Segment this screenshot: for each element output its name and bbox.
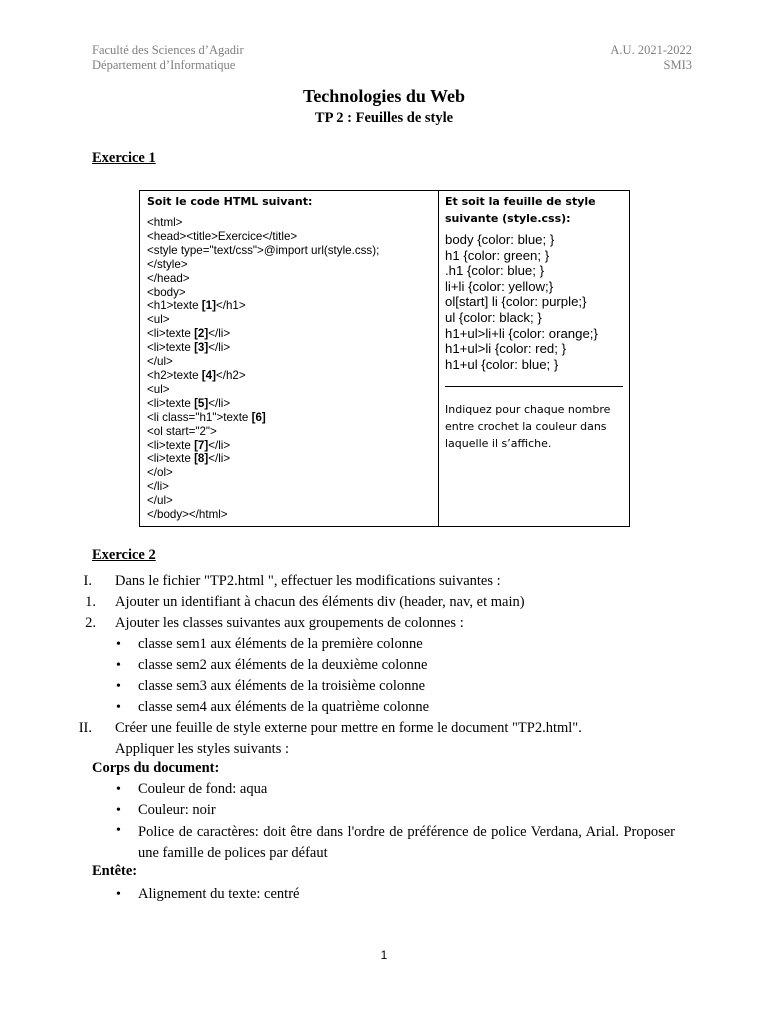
exercise2-heading: Exercice 2 [92, 547, 156, 563]
code-line [147, 411, 431, 425]
code-text: <style type="text/css">@import url(style.css); [147, 243, 380, 257]
code-text: <li>texte [147, 438, 195, 452]
css-line: ul {color: black; } [445, 309, 542, 325]
number-marker: 2. [85, 615, 96, 631]
code-text: </style> [147, 257, 188, 271]
code-text: </li> [208, 452, 231, 466]
code-text: </ul> [147, 355, 173, 369]
bullet-text: classe sem3 aux éléments de la troisième colonne [138, 678, 426, 694]
bullet-icon: • [116, 679, 121, 694]
exercise1-heading: Exercice 1 [92, 150, 156, 166]
instruction-line: Indiquez pour chaque nombre [445, 403, 611, 417]
number-marker: 1. [85, 594, 96, 610]
bracket-number: [1] [201, 299, 216, 313]
exercise2-body [0, 571, 768, 760]
code-line [147, 494, 431, 508]
code-line [147, 369, 431, 383]
css-code-cell [439, 191, 630, 527]
numbered-item-text: Ajouter les classes suivantes aux groupements de colonnes : [115, 615, 464, 631]
code-line [147, 272, 431, 286]
separator-line [445, 386, 623, 387]
roman-marker: II. [78, 720, 92, 736]
roman-marker: I. [83, 573, 92, 589]
document-subtitle: TP 2 : Feuilles de style [314, 110, 454, 126]
bullet-item [0, 655, 768, 676]
code-text: </li> [208, 341, 231, 355]
code-text: <h2>texte [147, 368, 202, 382]
code-text: <ul> [147, 382, 170, 396]
bullet-text: classe sem1 aux éléments de la première colonne [138, 636, 423, 652]
css-code-block [445, 232, 623, 372]
code-text: <body> [147, 285, 186, 299]
header-section-list [0, 884, 768, 905]
code-text: <ol start="2"> [147, 424, 217, 438]
code-line [147, 341, 431, 355]
code-text: </h1> [215, 299, 246, 313]
css-line: h1+ul>li {color: red; } [445, 341, 566, 357]
css-line: .h1 {color: blue; } [445, 263, 544, 279]
bullet-text: Couleur: noir [138, 802, 216, 818]
faculty-name: Faculté des Sciences d’Agadir [92, 43, 244, 57]
academic-year: A.U. 2021-2022 [610, 43, 692, 57]
code-text: </li> [147, 480, 169, 494]
bracket-number: [2] [194, 327, 209, 341]
code-text: <html> [147, 216, 183, 229]
css-heading-line: Et soit la feuille de style [445, 195, 596, 208]
bracket-number: [7] [194, 438, 209, 452]
code-text: </body></html> [147, 508, 228, 522]
code-text: <li>texte [147, 327, 195, 341]
code-line [147, 439, 431, 453]
bullet-icon: • [116, 700, 121, 715]
code-text: </li> [208, 396, 231, 410]
css-line: ol[start] li {color: purple;} [445, 294, 587, 310]
page-number: 1 [380, 948, 388, 962]
part2-line [0, 739, 768, 760]
bullet-item [0, 884, 768, 905]
css-line: h1+ul {color: blue; } [445, 356, 559, 372]
bullet-item [0, 779, 768, 800]
bullet-icon: • [116, 887, 121, 902]
bracket-number: [6] [251, 410, 266, 424]
code-text: <li>texte [147, 396, 195, 410]
header-left [92, 43, 244, 73]
body-section-list [0, 779, 768, 821]
instruction-line: laquelle il s’affiche. [445, 437, 552, 451]
document-title: Technologies du Web [302, 86, 466, 106]
bullet-icon: • [116, 637, 121, 652]
code-line [147, 508, 431, 522]
exercise1-table [139, 190, 630, 527]
part2-text: Appliquer les styles suivants : [115, 741, 289, 757]
code-text: <h1>texte [147, 299, 202, 313]
code-text: <ul> [147, 313, 170, 327]
bullet-item [0, 634, 768, 655]
code-text: </ul> [147, 494, 173, 508]
css-line: h1+ul>li+li {color: orange;} [445, 325, 598, 341]
part1-line [0, 571, 768, 592]
html-code-cell [140, 191, 439, 527]
department-name: Département d’Informatique [92, 58, 236, 72]
code-line [147, 480, 431, 494]
code-line [147, 258, 431, 272]
bracket-number: [8] [194, 452, 209, 466]
code-text: <li class="h1">texte [147, 410, 252, 424]
bracket-number: [4] [201, 368, 216, 382]
html-cell-heading: Soit le code HTML suivant: [147, 195, 313, 208]
code-text: <li>texte [147, 452, 195, 466]
code-text: </li> [208, 327, 231, 341]
bullet-text: classe sem2 aux éléments de la deuxième colonne [138, 657, 428, 673]
code-text: <li>texte [147, 341, 195, 355]
code-text: </ol> [147, 466, 173, 480]
html-code-block [147, 216, 431, 522]
css-cell-heading [445, 193, 623, 227]
code-line [147, 355, 431, 369]
code-text: </h2> [215, 368, 246, 382]
instruction-line: entre crochet la couleur dans [445, 420, 607, 434]
code-line [147, 383, 431, 397]
part2-line [0, 718, 768, 739]
code-line [147, 230, 431, 244]
code-text: <head><title>Exercice</title> [147, 229, 298, 243]
code-line [147, 216, 431, 230]
numbered-item [0, 592, 768, 613]
code-line [147, 452, 431, 466]
bullet-icon: • [116, 782, 121, 797]
header-section-heading: Entête: [92, 863, 138, 879]
code-line [147, 466, 431, 480]
code-text: </li> [208, 438, 231, 452]
header-right [610, 43, 692, 73]
code-line [147, 397, 431, 411]
css-line: li+li {color: yellow;} [445, 278, 554, 294]
bullet-text: Alignement du texte: centré [138, 886, 300, 902]
code-line [147, 313, 431, 327]
class-code: SMI3 [663, 58, 692, 72]
bullet-item [0, 697, 768, 718]
code-line [147, 286, 431, 300]
bullet-text: classe sem4 aux éléments de la quatrième colonne [138, 699, 430, 715]
code-line [147, 425, 431, 439]
bracket-number: [5] [194, 396, 209, 410]
bullet-icon: • [116, 658, 121, 673]
code-text: </head> [147, 271, 190, 285]
code-line [147, 244, 431, 258]
bullet-item [0, 676, 768, 697]
bullet-text: Couleur de fond: aqua [138, 781, 268, 797]
bullet-icon: • [116, 803, 121, 818]
bullet-icon: • [116, 823, 121, 838]
code-line [147, 327, 431, 341]
css-line: body {color: blue; } [445, 232, 555, 247]
numbered-item [0, 613, 768, 634]
part2-text: Créer une feuille de style externe pour mettre en forme le document "TP2.html". [115, 720, 582, 736]
bullet-text: Police de caractères: doit être dans l'ordre de préférence de police Verdana, Arial. Proposer une famille de polices par défaut [138, 824, 675, 861]
body-section-heading: Corps du document: [92, 760, 220, 776]
css-line: h1 {color: green; } [445, 247, 550, 263]
part1-text: Dans le fichier "TP2.html ", effectuer les modifications suivantes : [115, 573, 501, 589]
bullet-item [0, 800, 768, 821]
numbered-item-text: Ajouter un identifiant à chacun des éléments div (header, nav, et main) [115, 594, 525, 610]
code-line [147, 299, 431, 313]
instruction-text [445, 401, 623, 452]
bracket-number: [3] [194, 341, 209, 355]
css-heading-line: suivante (style.css): [445, 212, 571, 225]
